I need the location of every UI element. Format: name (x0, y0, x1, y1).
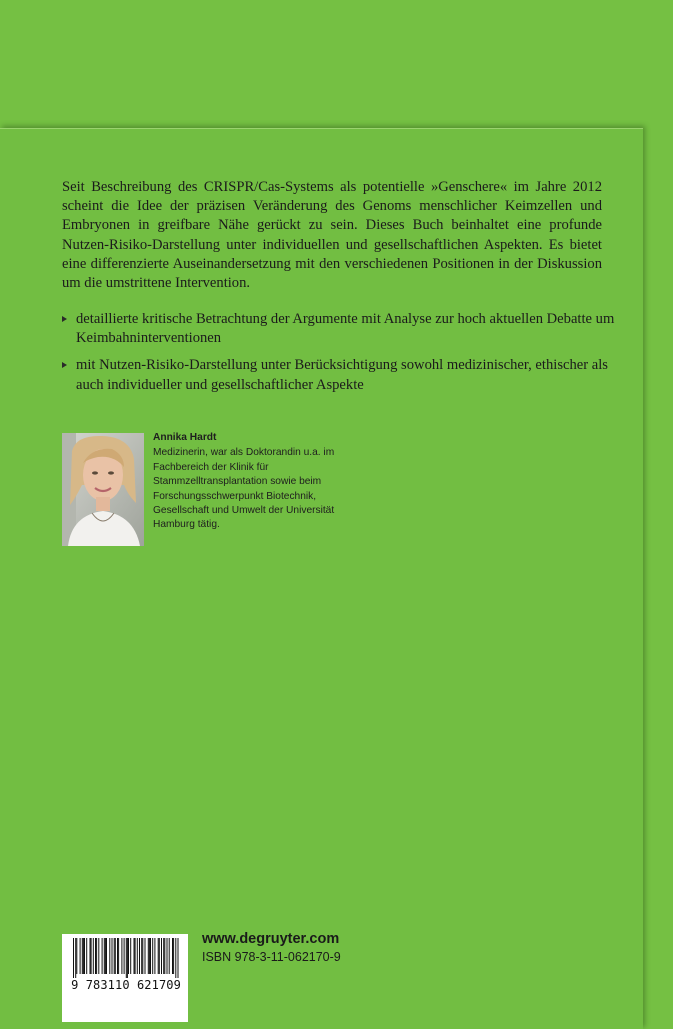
feature-list (62, 310, 622, 403)
barcode-digits: 9 783110 621709 (71, 978, 181, 992)
feature-text: mit Nutzen-Risiko-Darstellung unter Berücksichtigung sowohl medizinischer, ethischer als auch individueller und gesellschaftlicher Aspekte (76, 357, 608, 393)
feature-text: detaillierte kritische Betrachtung der Argumente mit Analyse zur hoch aktuellen Debatte um Keimbahninterventionen (76, 311, 615, 347)
author-bio (153, 431, 343, 533)
triangle-bullet-icon (62, 362, 67, 368)
feature-item (62, 356, 622, 394)
isbn-number: ISBN 978-3-11-062170-9 (202, 950, 341, 964)
triangle-bullet-icon (62, 316, 67, 322)
blurb-text: Seit Beschreibung des CRISPR/Cas-Systems als potentielle »Genschere« im Jahre 2012 scheint die Idee der präzisen Veränderung des Genoms menschlicher Keimzellen und Embryonen in greifbare Nähe gerückt zu sein. Dieses Buch beinhaltet eine profunde Nutzen-Risiko-Darstellung unter individuellen und gesellschaftlichen Aspekten. Es bietet eine differenzierte Auseinandersetzung mit den verschiedenen Positionen in der Diskussion um die umstrittene Intervention. (62, 179, 602, 292)
author-photo (62, 433, 144, 546)
barcode-icon (62, 934, 188, 978)
feature-item (62, 310, 622, 348)
publisher-website[interactable]: www.degruyter.com (202, 931, 340, 947)
author-portrait-image (62, 433, 144, 546)
author-description: Medizinerin, war als Doktorandin u.a. im Fachbereich der Klinik für Stammzelltransplantation sowie beim Forschungsschwerpunkt Biotechnik, Gesellschaft und Umwelt der Universität Hamburg tätig. (153, 447, 335, 531)
isbn-barcode (62, 934, 188, 1022)
author-name: Annika Hardt (153, 432, 217, 443)
